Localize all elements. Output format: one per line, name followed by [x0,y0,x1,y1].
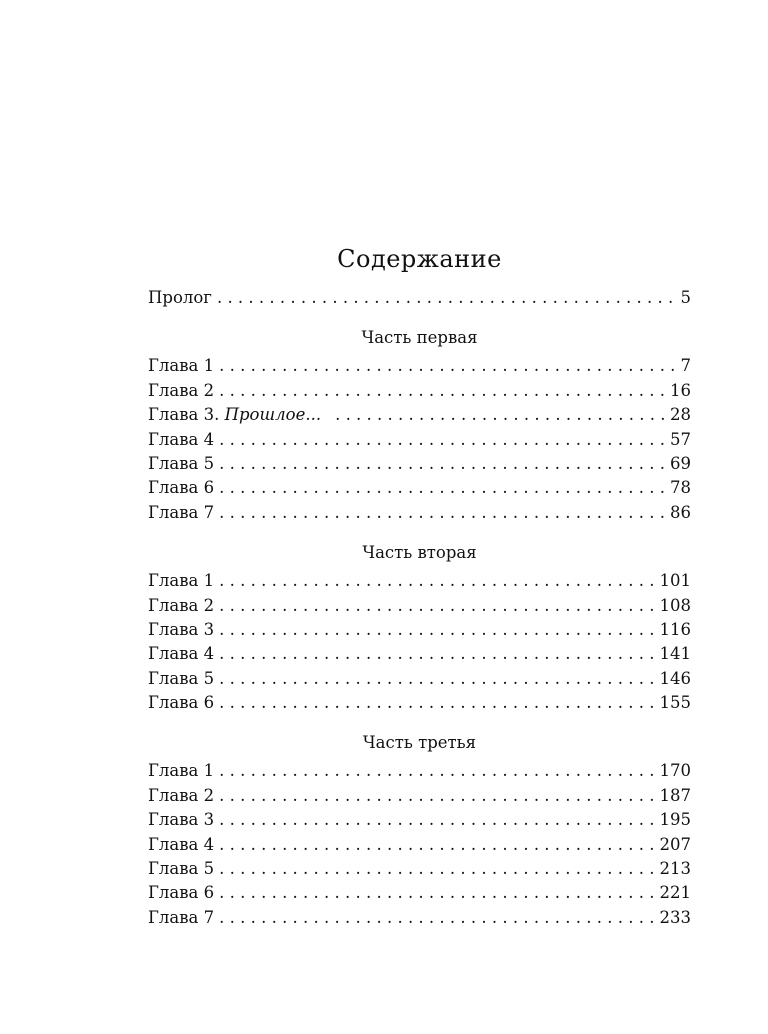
entry-page-number: 108 [659,595,691,615]
toc-entry [148,452,691,476]
toc-part-section [148,731,691,930]
toc-entry [148,618,691,642]
entry-label-group [148,833,214,857]
dot-leader [217,286,679,310]
dot-leader [219,379,668,403]
entry-label: Глава 3 [148,810,215,830]
toc-entry [148,501,691,525]
toc-entry [148,403,691,427]
toc-entry [148,379,691,403]
part-title: Часть вторая [362,543,477,563]
toc-entry [148,428,691,452]
entry-label: Глава 3 [148,619,215,639]
entry-page-number: 213 [659,859,691,879]
entry-page-number: 141 [659,644,691,664]
entry-page-number: 69 [670,453,691,473]
entry-page-number: 170 [659,761,691,781]
toc-entry [148,857,691,881]
entry-label: Пролог [148,288,212,307]
dot-leader [219,857,657,881]
part-title: Часть первая [361,328,478,348]
toc-entry [148,569,691,593]
dot-leader [219,808,657,832]
entry-label: Глава 5 [148,453,215,473]
entry-label-group [148,784,214,808]
entry-label: Глава 1 [148,571,215,591]
toc-entry [148,642,691,666]
entry-page-number: 233 [659,907,691,927]
entry-label-group [148,501,214,525]
toc-entry [148,759,691,783]
toc-entry [148,881,691,905]
entry-label: Глава 1 [148,761,215,781]
entry-page-number: 78 [670,478,691,498]
entry-label: Глава 2 [148,595,215,615]
toc-entry [148,808,691,832]
dot-leader [219,642,657,666]
dot-leader [219,691,657,715]
entry-page-number: 7 [680,356,691,376]
entry-page-number: 155 [659,693,691,713]
toc-title: Содержание [337,245,502,273]
toc-entry-prologue [148,286,691,310]
entry-label-group [148,857,214,881]
dot-leader [219,618,657,642]
table-of-contents [148,240,691,930]
entry-label-group [148,379,214,403]
dot-leader [219,452,668,476]
entry-subtitle: Прошлое... [224,405,322,425]
entry-label: Глава 5 [148,668,215,688]
entry-label: Глава 6 [148,478,215,498]
entry-label-group [148,881,214,905]
dot-leader [219,759,657,783]
entry-label-group [148,906,214,930]
entry-label-group [148,808,214,832]
entry-label: Глава 4 [148,429,215,449]
dot-leader [219,833,657,857]
entry-page-number: 116 [659,619,691,639]
dot-leader [219,667,657,691]
entry-page-number: 101 [659,571,691,591]
entry-label: Глава 3. [148,405,220,425]
entry-page-number: 86 [670,502,691,522]
entry-label-group [148,428,214,452]
entry-label: Глава 6 [148,883,215,903]
entry-label: Глава 6 [148,693,215,713]
entry-label-group [148,618,214,642]
entry-page-number: 57 [670,429,691,449]
toc-entry [148,667,691,691]
dot-leader [219,881,657,905]
toc-part-section [148,541,691,715]
entry-page-number: 28 [670,405,691,425]
entry-label-group [148,667,214,691]
entry-label-group [148,759,214,783]
entry-label: Глава 7 [148,907,215,927]
dot-leader [219,569,657,593]
toc-parts [148,326,691,930]
dot-leader [219,501,668,525]
entry-page-number: 146 [659,668,691,688]
entry-label-group [148,452,214,476]
part-title: Часть третья [362,733,477,753]
entry-label-group [148,354,214,378]
toc-entry [148,784,691,808]
entry-page-number: 187 [659,785,691,805]
entry-page-number: 5 [680,288,691,307]
entry-label: Глава 4 [148,834,215,854]
toc-entry [148,906,691,930]
toc-entry [148,354,691,378]
toc-part-section [148,326,691,525]
dot-leader [219,476,668,500]
entry-label-group [148,642,214,666]
entry-label: Глава 2 [148,380,215,400]
dot-leader [335,403,668,427]
dot-leader [219,594,657,618]
entry-page-number: 195 [659,810,691,830]
entry-page-number: 221 [659,883,691,903]
entry-label: Глава 4 [148,644,215,664]
toc-entry [148,476,691,500]
toc-entry [148,833,691,857]
entry-label: Глава 5 [148,859,215,879]
entry-label-group [148,403,321,427]
entry-label: Глава 1 [148,356,215,376]
dot-leader [219,354,678,378]
entry-label-group [148,594,214,618]
toc-entry [148,594,691,618]
dot-leader [219,428,668,452]
dot-leader [219,784,657,808]
entry-page-number: 16 [670,380,691,400]
entry-label-group [148,691,214,715]
dot-leader [219,906,657,930]
entry-label: Глава 2 [148,785,215,805]
entry-label-group [148,569,214,593]
entry-label: Глава 7 [148,502,215,522]
entry-label-group [148,476,214,500]
entry-page-number: 207 [659,834,691,854]
toc-entry [148,691,691,715]
